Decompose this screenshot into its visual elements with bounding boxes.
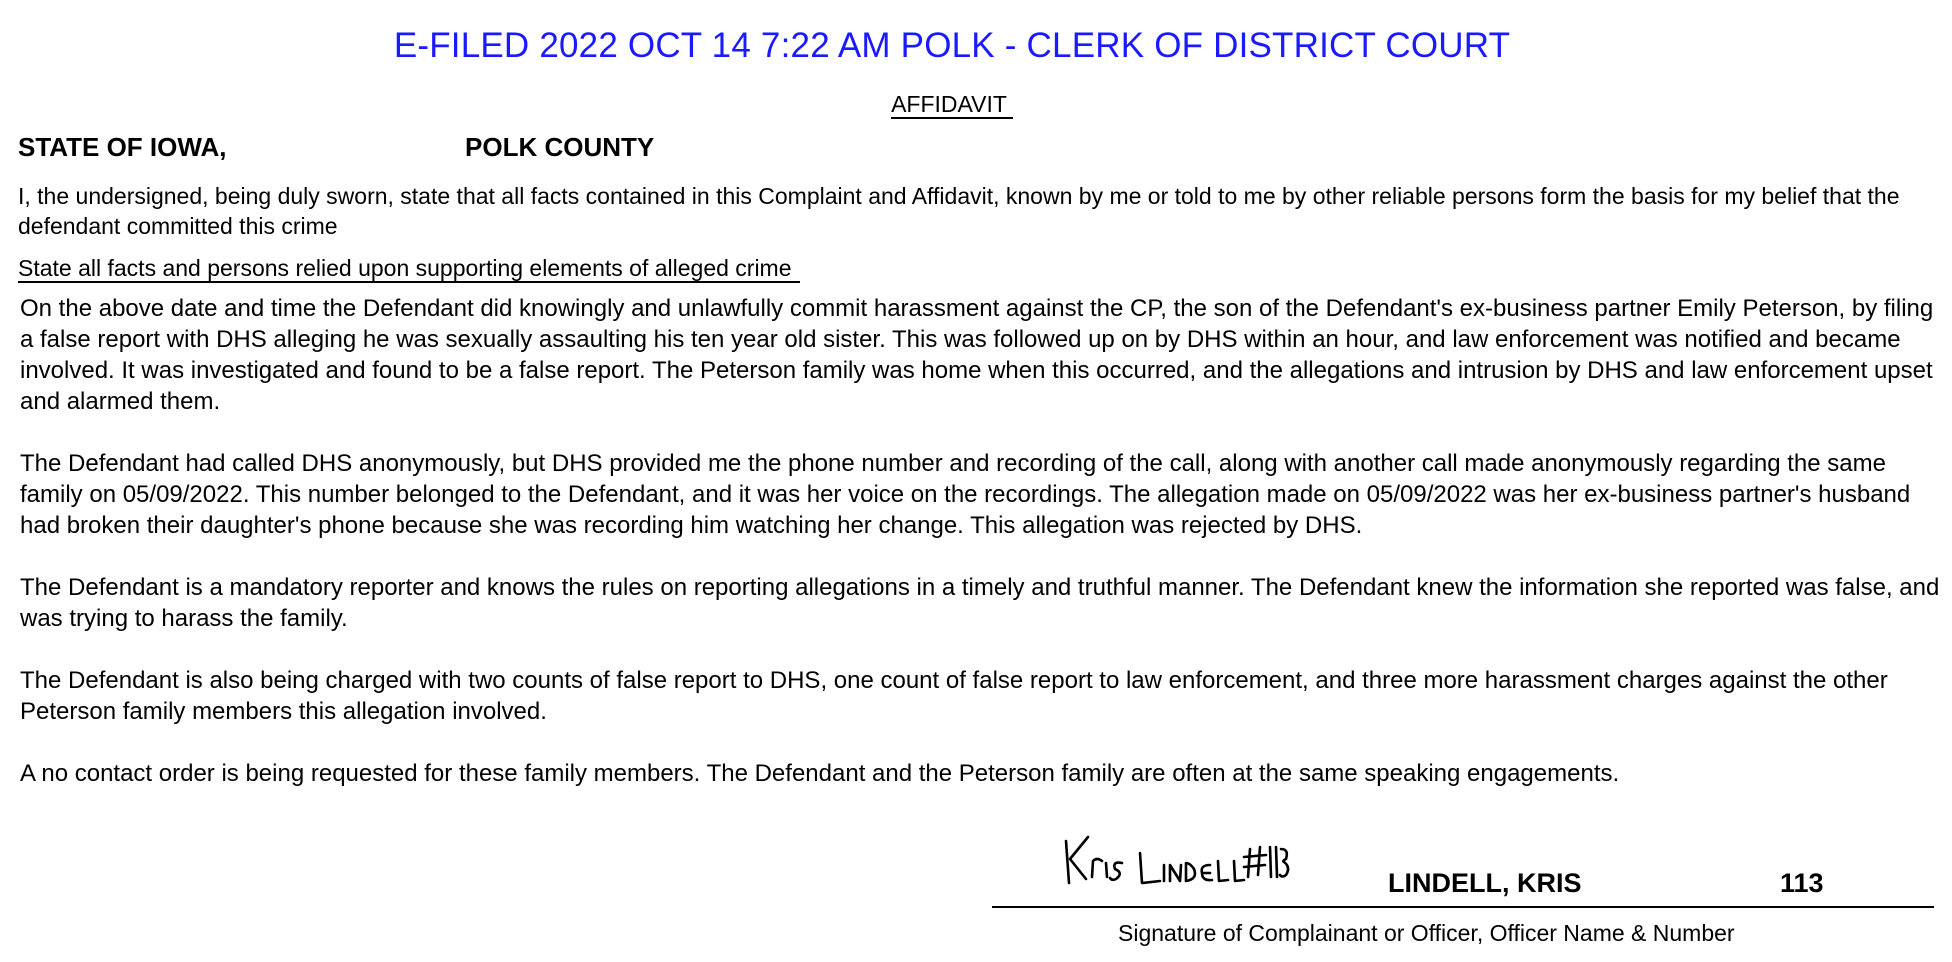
handwritten-signature	[1060, 833, 1290, 891]
facts-paragraph-5: A no contact order is being requested for these family members. The Defendant and the Peterson family are often at the same speaking engagements.	[20, 760, 1620, 787]
facts-paragraph-1: On the above date and time the Defendant did knowingly and unlawfully commit harassment against the CP, the son of the Defendant's ex-business partner Emily Peterson, by filing a false report with DHS alleging he was sexually assaulting his ten year old sister. This was followed up on by DHS within an hour, and law enforcement was notified and became involved. It was investigated and found to be a false report. The Peterson family was home when this occurred, and the allegations and intrusion by DHS and law enforcement upset and alarmed them.	[20, 295, 1934, 415]
officer-name: LINDELL, KRIS	[1388, 868, 1582, 898]
filed-stamp: E-FILED 2022 OCT 14 7:22 AM POLK - CLERK OF DISTRICT COURT	[393, 26, 1511, 65]
facts-body	[20, 293, 1940, 820]
facts-header: State all facts and persons relied upon supporting elements of alleged crime	[18, 255, 800, 283]
officer-number: 113	[1780, 868, 1824, 898]
facts-paragraph-4: The Defendant is also being charged with two counts of false report to DHS, one count of false report to law enforcement, and three more harassment charges against the other Peterson family members this allegation involved.	[20, 667, 1888, 725]
state-label: STATE OF IOWA,	[18, 132, 227, 162]
signature-caption: Signature of Complainant or Officer, Officer Name & Number	[1118, 920, 1735, 946]
affidavit-title-text: AFFIDAVIT	[891, 91, 1013, 119]
county-label: POLK COUNTY	[465, 132, 655, 162]
sworn-statement: I, the undersigned, being duly sworn, state that all facts contained in this Complaint and Affidavit, known by me or told to me by other reliable persons form the basis for my belief that the defendant committed this crime	[18, 183, 1900, 239]
facts-paragraph-2: The Defendant had called DHS anonymously, but DHS provided me the phone number and recording of the call, along with another call made anonymously regarding the same family on 05/09/2022. This number belonged to the Defendant, and it was her voice on the recordings. The allegation made on 05/09/2022 was her ex-business partner's husband had broken their daughter's phone because she was recording him watching her change. This allegation was rejected by DHS.	[20, 450, 1911, 539]
signature-line	[992, 906, 1934, 908]
facts-paragraph-3: The Defendant is a mandatory reporter and knows the rules on reporting allegations in a timely and truthful manner. The Defendant knew the information she reported was false, and was trying to harass the family.	[20, 574, 1940, 632]
affidavit-title	[0, 91, 1904, 118]
